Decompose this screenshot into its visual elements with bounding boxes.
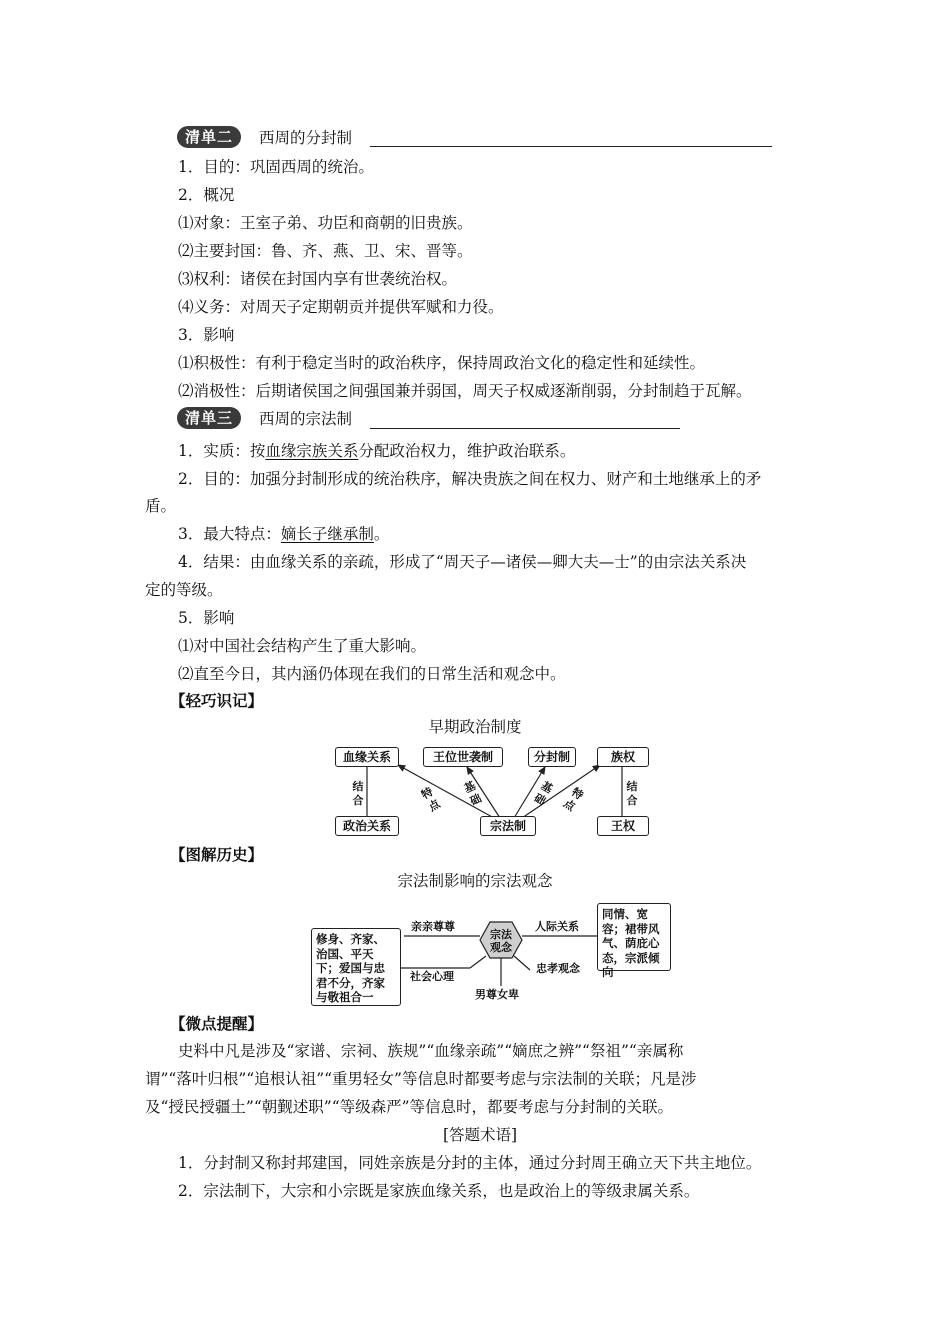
section3-item-5-2: ⑵直至今日，其内涵仍体现在我们的日常生活和观念中。: [178, 665, 566, 683]
section2-line-8: ⑴积极性：有利于稳定当时的政治秩序，保持周政治文化的稳定性和延续性。: [178, 354, 706, 372]
diagram-label: 【图解历史】: [170, 845, 264, 864]
section3-title: 西周的宗法制: [259, 410, 353, 428]
section3-badge: 清单三: [177, 407, 241, 429]
section3-item-4b: 定的等级。: [145, 581, 223, 599]
section2-line-3: ⑴对象：王室子弟、功臣和商朝的旧贵族。: [178, 214, 473, 232]
section2-line-5: ⑶权利：诸侯在封国内享有世袭统治权。: [178, 270, 458, 288]
section3-item-5: 5．影响: [178, 609, 235, 627]
diagram-center-label: 宗法观念: [490, 928, 512, 954]
diagram-left-box: 修身、齐家、治国、平天下；爱国与忠君不分，齐家与敬祖合一: [311, 928, 401, 1006]
section2-line-7: 3．影响: [178, 326, 235, 344]
diagram-label-bottom: 男尊女卑: [475, 988, 519, 1001]
memo-title: 早期政治制度: [428, 718, 522, 736]
diagram-label-mid-left: 社会心理: [410, 970, 454, 983]
memo-feature-left: 特点: [419, 785, 443, 815]
memo-box-politics: 政治关系: [335, 816, 399, 836]
diagram-right-box: 同情、宽容；裙带风气、荫庇心态，宗派倾向: [597, 903, 671, 971]
memo-arrow-clanpower: [522, 765, 600, 818]
section3-item-1-post: 分配政治权力，维护政治联系。: [358, 442, 576, 460]
memo-box-clan: 宗法制: [480, 816, 536, 836]
memo-basis-right: 基础: [531, 779, 555, 809]
memo-combine-left: 结合: [352, 780, 364, 807]
connector-diag-right: [514, 956, 530, 970]
section2-line-4: ⑵主要封国：鲁、齐、燕、卫、宋、晋等。: [178, 242, 473, 260]
section2-badge: 清单二: [177, 126, 241, 148]
tip-line-3: 及“授民授疆土”“朝觐述职”“等级森严”等信息时，都要考虑与分封制的关联。: [145, 1098, 674, 1116]
tip-line-2: 谓”“落叶归根”“追根认祖”“重男轻女”等信息时都要考虑与宗法制的关联；凡是涉: [145, 1070, 697, 1088]
memo-combine-right: 结合: [626, 780, 638, 807]
section3-item-3-post: 。: [373, 525, 390, 543]
section3-item-4a: 4．结果：由血缘关系的亲疏，形成了“周天子—诸侯—卿大夫—士”的由宗法关系决: [178, 553, 747, 571]
connector-diag-left: [470, 956, 486, 968]
tip-label: 【微点提醒】: [170, 1014, 264, 1033]
section2-line-1: 1．目的：巩固西周的统治。: [178, 158, 374, 176]
section3-item-2a: 2．目的：加强分封制形成的统治秩序，解决贵族之间在权力、财产和土地继承上的矛: [178, 470, 762, 488]
section2-line-6: ⑷义务：对周天子定期朝贡并提供军赋和力役。: [178, 298, 504, 316]
memo-feature-right: 特点: [561, 785, 586, 814]
section2-title: 西周的分封制: [259, 129, 353, 147]
section3-item-5-1: ⑴对中国社会结构产生了重大影响。: [178, 637, 427, 655]
memo-box-clanpower: 族权: [597, 747, 649, 767]
diagram-label-top-right: 人际关系: [535, 920, 579, 933]
memo-box-fief: 分封制: [528, 747, 576, 767]
tip-line-1: 史料中凡是涉及“家谱、宗祠、族规”“血缘亲疏”“嫡庶之辨”“祭祖”“亲属称: [178, 1042, 684, 1060]
answer-line-1: 1．分封制又称封邦建国，同姓亲族是分封的主体，通过分封周王确立天下共主地位。: [178, 1154, 762, 1172]
diagram-label-mid-right: 忠孝观念: [536, 962, 580, 975]
answer-line-2: 2．宗法制下，大宗和小宗既是家族血缘关系，也是政治上的等级隶属关系。: [178, 1182, 700, 1200]
section2-line-9: ⑵消极性：后期诸侯国之间强国兼并弱国，周天子权威逐渐削弱，分封制趋于瓦解。: [178, 382, 752, 400]
section3-item-2b: 盾。: [145, 497, 177, 515]
section3-item-3-pre: 3．最大特点：: [178, 525, 281, 543]
memo-box-kingpower: 王权: [597, 816, 649, 836]
memo-label: 【轻巧识记】: [170, 691, 264, 710]
section3-item-3-underlined: 嫡长子继承制: [280, 525, 374, 543]
memo-box-throne: 王位世袭制: [423, 747, 503, 767]
section2-line-2: 2．概况: [178, 186, 235, 204]
diagram-label-top-left: 亲亲尊尊: [411, 920, 455, 933]
section3-item-1-pre: 1．实质：按: [178, 442, 266, 460]
memo-box-blood: 血缘关系: [335, 747, 399, 767]
section3-item-1-underlined: 血缘宗族关系: [265, 442, 359, 460]
memo-basis-left: 基础: [462, 778, 484, 809]
diagram-title: 宗法制影响的宗法观念: [397, 872, 553, 890]
answer-title: [答题术语]: [442, 1126, 518, 1144]
